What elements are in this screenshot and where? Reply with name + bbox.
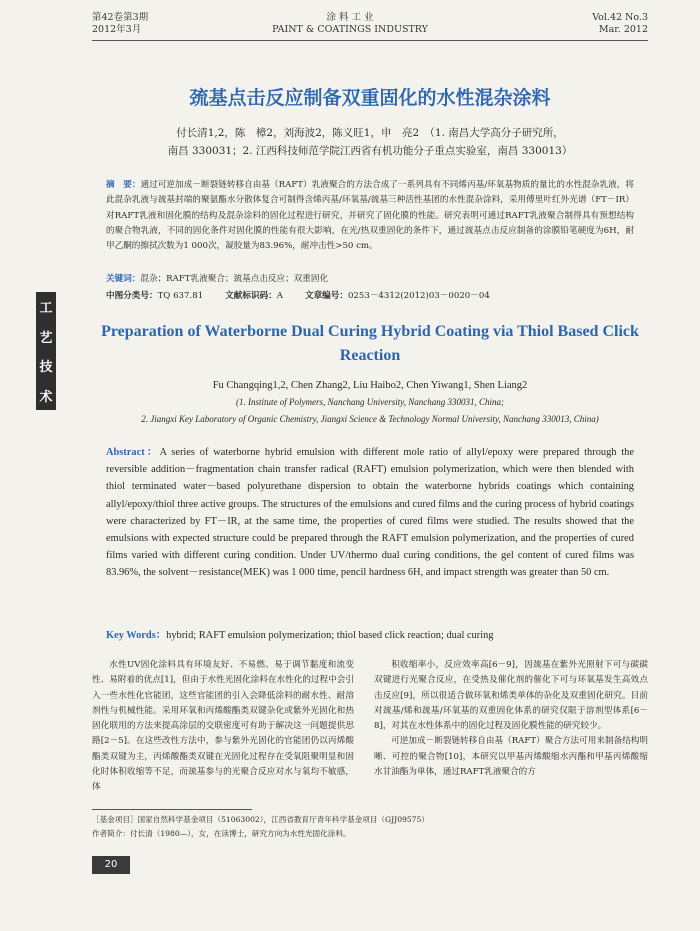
header-divider xyxy=(92,40,648,41)
classification-row xyxy=(106,289,634,303)
abstract-en-label: Abstract： xyxy=(106,447,160,458)
authors-en: Fu Changqing1,2, Chen Zhang2, Liu Haibo2, Chen Yiwang1, Shen Liang2 xyxy=(212,380,528,391)
clc-label: 中图分类号： xyxy=(106,291,158,301)
authors-cn: 付长清1,2，陈 樟2，刘海波2，陈义旺1，申 亮2 （1. 南昌大学高分子研究所， xyxy=(176,127,564,139)
header-volume-en xyxy=(560,12,648,36)
affiliation-en-2: 2. Jiangxi Key Laboratory of Organic Chemistry, Jiangxi Science & Technology Normal University, Nanchang 330013, China) xyxy=(141,414,599,424)
abstract-en xyxy=(106,444,634,582)
keywords-en-label: Key Words： xyxy=(106,630,167,641)
keywords-en-text: hybrid; RAFT emulsion polymerization; thiol based click reaction; dual curing xyxy=(166,630,494,641)
authors-cn-block xyxy=(110,124,630,160)
body-column-right xyxy=(374,658,648,780)
footnote-author: 作者简介：付长清（1980—），女，在读博士，研究方向为水性光固化涂料。 xyxy=(92,829,351,838)
article-number xyxy=(305,289,490,303)
body-paragraph: 可逆加成－断裂链转移自由基（RAFT）聚合方法可用来制备结构明晰、可控的聚合物[10]，本研究以甲基丙烯酸缩水丙酯和甲基丙烯酸缩水甘油酯为单体，通过RAFT乳液聚合的方 xyxy=(374,736,648,778)
volume-cn: 第42卷第3期 xyxy=(92,12,149,23)
section-tab xyxy=(36,292,56,410)
doc-code-label: 文献标识码： xyxy=(225,291,277,301)
abstract-cn-label: 摘 要： xyxy=(106,180,141,190)
keywords-en xyxy=(106,626,634,641)
keywords-cn-label: 关键词： xyxy=(106,274,141,284)
affiliation-cn: 南昌 330031；2. 江西科技师范学院江西省有机功能分子重点实验室，南昌 330013） xyxy=(167,145,573,157)
section-tab-char: 技 xyxy=(39,360,53,376)
abstract-cn-text: 通过可逆加成－断裂链转移自由基（RAFT）乳液聚合的方法合成了一系列具有不同烯丙基/环氧基物质的量比的水性混杂乳液，将此混杂乳液与巯基封端的聚氨酯水分散体复合可制得含烯丙基/环氧基/巯基三种活性基团的水性混杂涂料，采用傅里叶红外光谱（FT－IR）对RAFT乳液和固化膜的结构及混杂涂料的固化过程进行研究，并研究了固化膜的性能。研究表明可通过RAFT乳液聚合制得具有预想结构的聚合物乳液，不同的固化条件对固化膜的性能有很大影响，在光/热双重固化的条件下，通过巯基点击反应制备的涂膜铅笔硬度为6H，耐甲乙酮的擦拭次数为1 000次，凝胶量为83.96%，耐冲击性>50 cm。 xyxy=(106,180,634,252)
abstract-en-text: A series of waterborne hybrid emulsion with different mole ratio of allyl/epoxy were prepared through the reversible addition－fragmentation chain transfer radical (RAFT) emulsion polymerization, which were then blended with thiol terminated water－based polyurethane dispersion to obtain the waterborne hybrids coatings which containing allyl/epoxy/thiol three active groups. The structures of the emulsions and cured films and the curing process of hybrid coatings were characterized by FT－IR, at the same time, the properties of cured films were studied. The results showed that the emulsions with expected structure could be prepared through the RAFT emulsion polymerization, and the properties of cured films varied with different curing condition. Under UV/thermo dual curing conditions, the gel content of cured films was 83.96%, the solvent－resistance(MEK) was 1 000 time, pencil hardness 6H, and impact strength was greater than 50 cm. xyxy=(106,447,634,579)
page-number: 20 xyxy=(92,856,130,874)
footnote-fund: ［基金项目］国家自然科学基金项目（51063002），江西省教育厅青年科学基金项目（GJJ09575） xyxy=(92,815,429,824)
date-cn: 2012年3月 xyxy=(92,24,142,35)
title-cn: 巯基点击反应制备双重固化的水性混杂涂料 xyxy=(189,87,551,109)
clc xyxy=(106,289,203,303)
footnote-divider xyxy=(92,809,252,810)
doc-code-value: A xyxy=(276,291,283,301)
keywords-cn-text: 混杂；RAFT乳液聚合；巯基点击反应；双重固化 xyxy=(140,274,329,284)
article-number-label: 文章编号： xyxy=(304,291,348,301)
body-paragraph: 积收缩率小，反应效率高[6－9]，因巯基在紫外光照射下可与碳碳双键进行光聚合反应，在受热及催化剂的催化下可与环氧基发生高效点击反应[9]，所以很适合做环氧和烯类单体的杂化及双重固化研究。目前对巯基/烯和巯基/环氧基的双重固化体系的研究仅限于溶剂型体系[6－8]，对其在水性体系中的固化过程及固化膜性能的研究较少。 xyxy=(374,660,648,732)
affiliation-en-1: (1. Institute of Polymers, Nanchang University, Nanchang 330031, China; xyxy=(236,397,504,407)
abstract-cn xyxy=(106,178,634,254)
volume-en: Vol.42 No.3 xyxy=(592,12,648,23)
section-tab-char: 术 xyxy=(39,389,53,405)
journal-name-cn: 涂 料 工 业 xyxy=(326,12,374,23)
section-tab-char: 工 xyxy=(39,301,53,317)
date-en: Mar. 2012 xyxy=(598,24,648,35)
body-column-left xyxy=(92,658,354,796)
body-paragraph: 水性UV固化涂料具有环境友好、不易燃、易于调节黏度和流变性、易附着的优点[1]，但由于水性光固化涂料在水性化的过程中会引入一些水性化官能团，这些官能团的引入会降低涂料的耐水性、耐溶剂性与机械性能。采用环氧和丙烯酸酯类双键杂化或紫外光固化和热固化联用的方法来提高涂层的交联密度可有助于解决这一问题提供思路[2－5]。在这些改性方法中，参与紫外光固化的官能团仍以丙烯酸酯类双键为主，丙烯酸酯类双键在光固化过程存在受氧阻聚明显和固化时体积收缩等不足，而巯基参与的光聚合反应对水与氧均不敏感，体 xyxy=(92,660,354,793)
section-tab-char: 艺 xyxy=(39,330,53,346)
clc-value: TQ 637.81 xyxy=(157,291,204,301)
keywords-cn xyxy=(106,272,634,286)
article-number-value: 0253－4312(2012)03－0020－04 xyxy=(347,291,490,301)
doc-code xyxy=(225,289,283,303)
journal-name-en: PAINT & COATINGS INDUSTRY xyxy=(272,24,428,35)
title-en: Preparation of Waterborne Dual Curing Hybrid Coating via Thiol Based Click Reaction xyxy=(101,323,639,364)
